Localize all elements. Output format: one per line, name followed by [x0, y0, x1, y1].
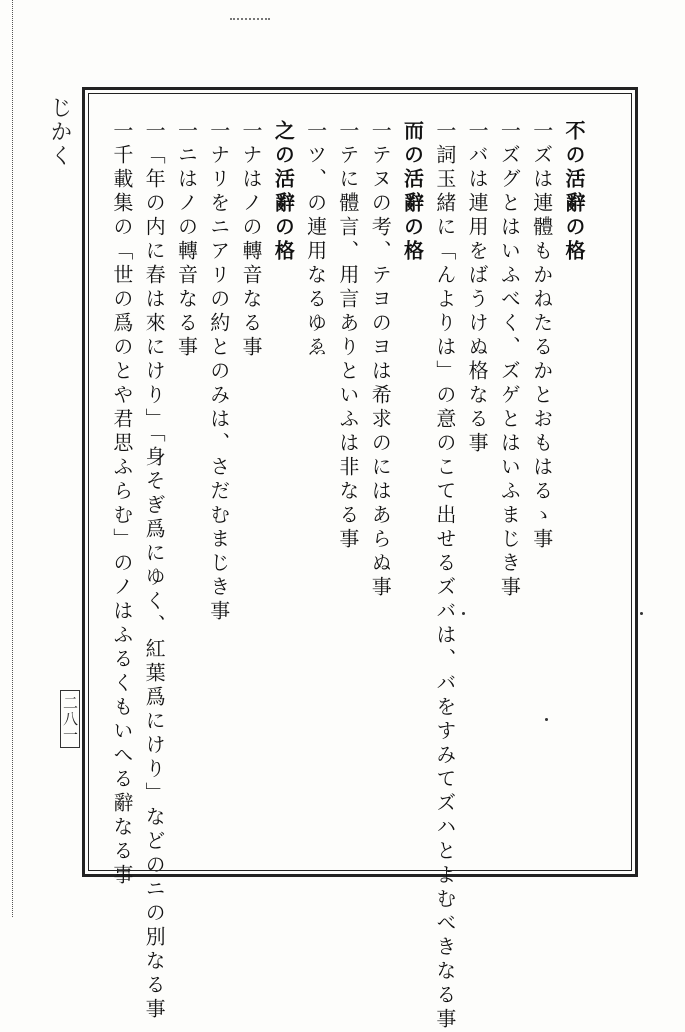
list-item: 一「年の内に春は來にけり」「身そぎ爲にゆく、紅葉爲にけり」などのニの別なる事 — [142, 120, 167, 1022]
list-item: 一バは連用をばうけぬ格なる事 — [465, 120, 490, 456]
list-item: 一千載集の「世の爲のとや君思ふらむ」のノはふるくもいへる辭なる事 — [109, 120, 134, 888]
list-item: 一ズは連體もかねたるかとおもはるゝ事 — [529, 120, 554, 552]
margin-note: じかく — [47, 96, 72, 168]
section-heading: 不の活辭の格 — [562, 120, 586, 264]
list-item: 一テヌの考、テヨのヨは希求のにはあらぬ事 — [368, 120, 393, 600]
list-item: 一テに體言、用言ありといふは非なる事 — [335, 120, 360, 552]
speck — [640, 612, 643, 615]
list-item: 一ツ、の連用なるゆゑ — [303, 120, 328, 360]
section-heading: 之の活辭の格 — [271, 120, 296, 264]
list-item: 一ナリをニアリの約とのみは、さだむまじき事 — [206, 120, 231, 624]
text-frame — [82, 87, 638, 1032]
page-binding-edge — [12, 0, 15, 917]
list-item: 一ズグとはいふべく、ズゲとはいふまじき事 — [497, 120, 522, 600]
list-item: 一ナはノの轉音なる事 — [239, 120, 264, 360]
vertical-text-block — [106, 120, 590, 1032]
list-item: 一ニはノの轉音なる事 — [174, 120, 199, 360]
top-specks — [230, 18, 270, 20]
section-heading: 而の活辭の格 — [400, 120, 425, 264]
page-number: 二八一 — [60, 690, 80, 748]
list-item: 一詞玉緒に「んよりは」の意のこて出せるズバは、バをすみてズハとよむべきなる事 — [432, 120, 457, 1032]
